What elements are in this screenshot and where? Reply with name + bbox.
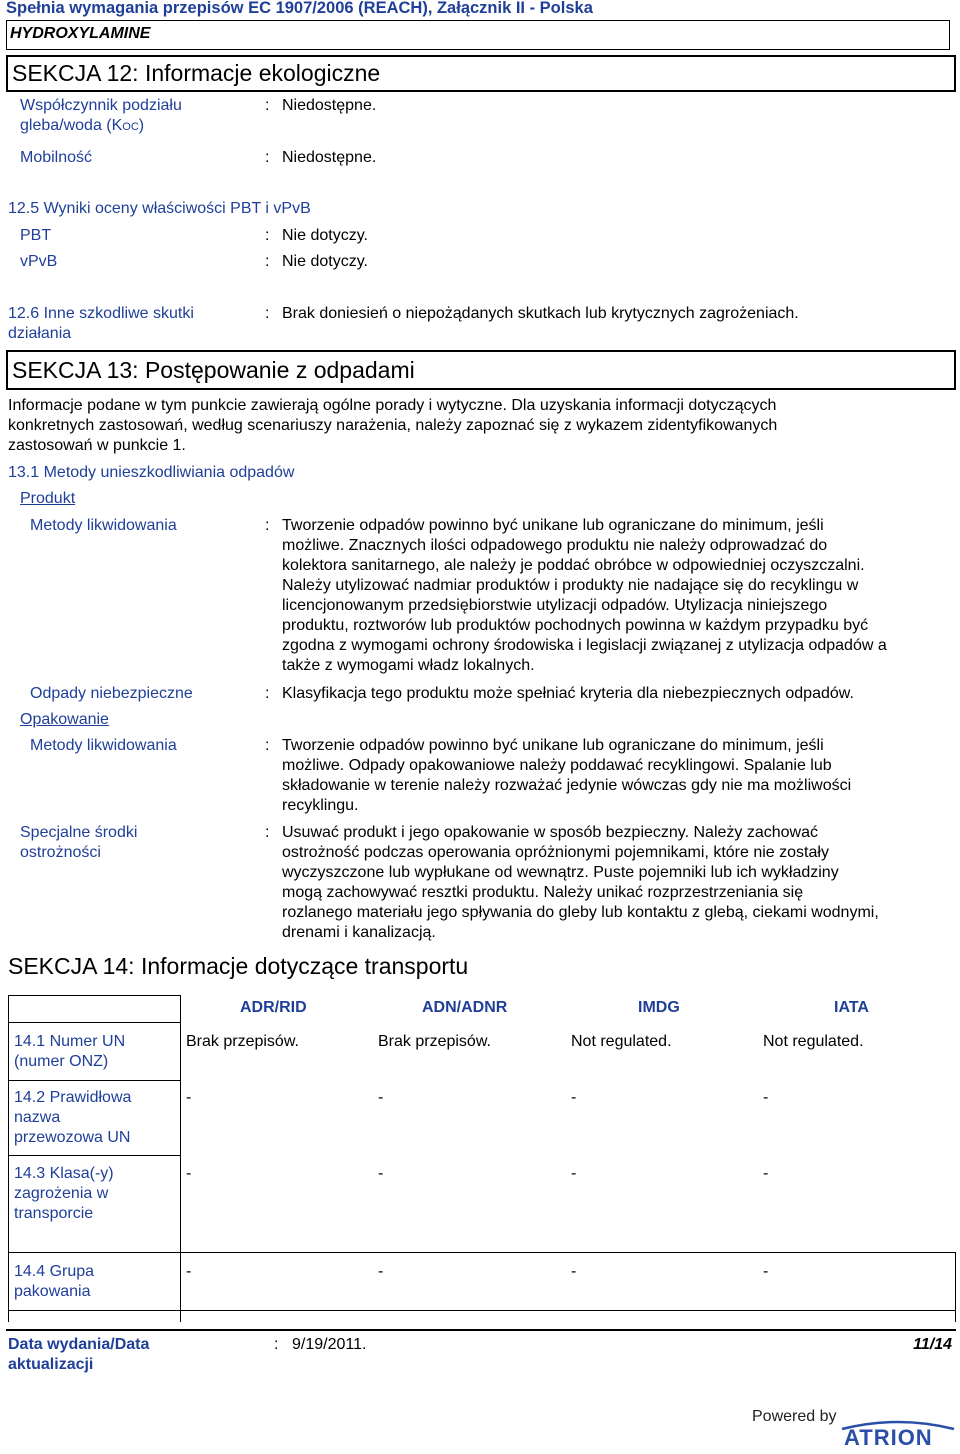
cell: - <box>571 1089 577 1106</box>
cell: - <box>571 1165 577 1182</box>
vpvb-label: vPvB <box>20 253 58 270</box>
methods-heading: 13.1 Metody unieszkodliwiania odpadów <box>8 464 295 481</box>
pbt-heading: 12.5 Wyniki oceny właściwości PBT i vPvB <box>8 200 311 217</box>
row-un-label: 14.1 Numer UN (numer ONZ) <box>14 1033 126 1070</box>
hazardous-value: Klasyfikacja tego produktu może spełniać kryteria dla niebezpiecznych odpadów. <box>282 685 854 702</box>
section-13-header <box>6 350 956 390</box>
cell: - <box>763 1263 769 1280</box>
cell: - <box>763 1165 769 1182</box>
col-adr: ADR/RID <box>240 999 307 1016</box>
section-13-intro: Informacje podane w tym punkcie zawierają ogólne porady i wytyczne. Dla uzyskania informacji dotyczących konkretnych zastosowań, według scenariuszy narażenia, należy zapoznać się z wykazem zidentyfikowanych zastosowań w punkcie 1. <box>8 397 778 454</box>
col-imdg: IMDG <box>638 999 680 1016</box>
precautions-value: Usuwać produkt i jego opakowanie w sposób bezpieczny. Należy zachować ostrożność podczas operowania opróżnionymi pojemnikami, które nie zostały wyczyszczone lub wypłukane od wewnątrz. Puste pojemniki lub ich wykładziny mogą zachowywać resztki produktu. Należy unikać rozprzestrzeniania się rozlanego materiału jego spływania do gleby lub kontaktu z glebą, ciekami wodnymi, drenami i kanalizacją. <box>282 824 879 941</box>
row-name-label: 14.2 Prawidłowa nazwa przewozowa UN <box>14 1089 132 1146</box>
section-13-title: SEKCJA 13: Postępowanie z odpadami <box>12 357 415 383</box>
other-effects-value: Brak doniesień o niepożądanych skutkach lub krytycznych zagrożeniach. <box>282 305 799 322</box>
product-name-box <box>6 20 950 50</box>
section-12-header <box>6 55 956 92</box>
row-group-label: 14.4 Grupa pakowania <box>14 1263 95 1300</box>
pbt-label: PBT <box>20 227 52 244</box>
mobility-value: Niedostępne. <box>282 149 377 166</box>
cell: - <box>763 1089 769 1106</box>
cell: Not regulated. <box>763 1033 864 1050</box>
pack-disposal-value: Tworzenie odpadów powinno być unikane lub ograniczane do minimum, jeśli możliwe. Odpady opakowaniowe należy poddawać recyklingowi. Spalanie lub składowanie w terenie należy rozważać jedynie wówczas gdy nie ma możliwości recyklingu. <box>282 737 852 814</box>
cell: Brak przepisów. <box>186 1033 299 1050</box>
footer-date-value: 9/19/2011. <box>292 1336 367 1353</box>
disposal-label: Metody likwidowania <box>30 517 177 534</box>
section-12-title: SEKCJA 12: Informacje ekologiczne <box>12 60 381 86</box>
footer-date-label: Data wydania/Data aktualizacji <box>8 1336 150 1373</box>
cell: - <box>378 1089 384 1106</box>
page-number: 11/14 <box>913 1336 952 1353</box>
atrion-logo: ATRION <box>838 1419 956 1449</box>
row-class-label: 14.3 Klasa(-y) zagrożenia w transporcie <box>14 1165 114 1222</box>
packaging-heading: Opakowanie <box>20 711 109 728</box>
powered-by: Powered by <box>752 1408 837 1425</box>
cell: - <box>186 1263 192 1280</box>
precautions-label: Specjalne środki ostrożności <box>20 824 138 861</box>
mobility-label: Mobilność <box>20 149 93 166</box>
regulation-header: Spełnia wymagania przepisów EC 1907/2006 (REACH), Załącznik II - Polska <box>6 0 593 17</box>
pack-disposal-label: Metody likwidowania <box>30 737 177 754</box>
vpvb-value: Nie dotyczy. <box>282 253 368 270</box>
disposal-value: Tworzenie odpadów powinno być unikane lub ograniczane do minimum, jeśli możliwe. Znacznych ilości odpadowego produktu nie należy odprowadzać do kolektora sanitarnego, ale należy je poddać obróbce w odpowiedniej oczyszczalni. Należy utylizować nadmiar produktów i produkty nie nadające się do recyklingu w licencjonowanym przedsiębiorstwie utylizacji odpadów. Utylizacja niniejszego produktu, roztworów lub produktów pochodnych powinna w każdym przypadku być zgodna z wymogami ochrony środowiska i legislacji związanej z utylizacja odpadów a także z wymogami władz lokalnych. <box>282 517 887 674</box>
cell: Not regulated. <box>571 1033 672 1050</box>
pbt-value: Nie dotyczy. <box>282 227 368 244</box>
cell: - <box>378 1165 384 1182</box>
product-heading: Produkt <box>20 490 76 507</box>
other-effects-label: 12.6 Inne szkodliwe skutki działania <box>8 305 194 342</box>
koc-label: Współczynnik podziału gleba/woda (KOC) <box>20 97 182 134</box>
cell: - <box>571 1263 577 1280</box>
cell: Brak przepisów. <box>378 1033 491 1050</box>
koc-value: Niedostępne. <box>282 97 377 114</box>
section-14-title: SEKCJA 14: Informacje dotyczące transportu <box>8 953 469 979</box>
cell: - <box>186 1165 192 1182</box>
col-iata: IATA <box>834 999 869 1016</box>
cell: - <box>186 1089 192 1106</box>
hazardous-label: Odpady niebezpieczne <box>30 685 193 702</box>
col-adn: ADN/ADNR <box>422 999 508 1016</box>
cell: - <box>378 1263 384 1280</box>
product-name: HYDROXYLAMINE <box>10 25 151 42</box>
